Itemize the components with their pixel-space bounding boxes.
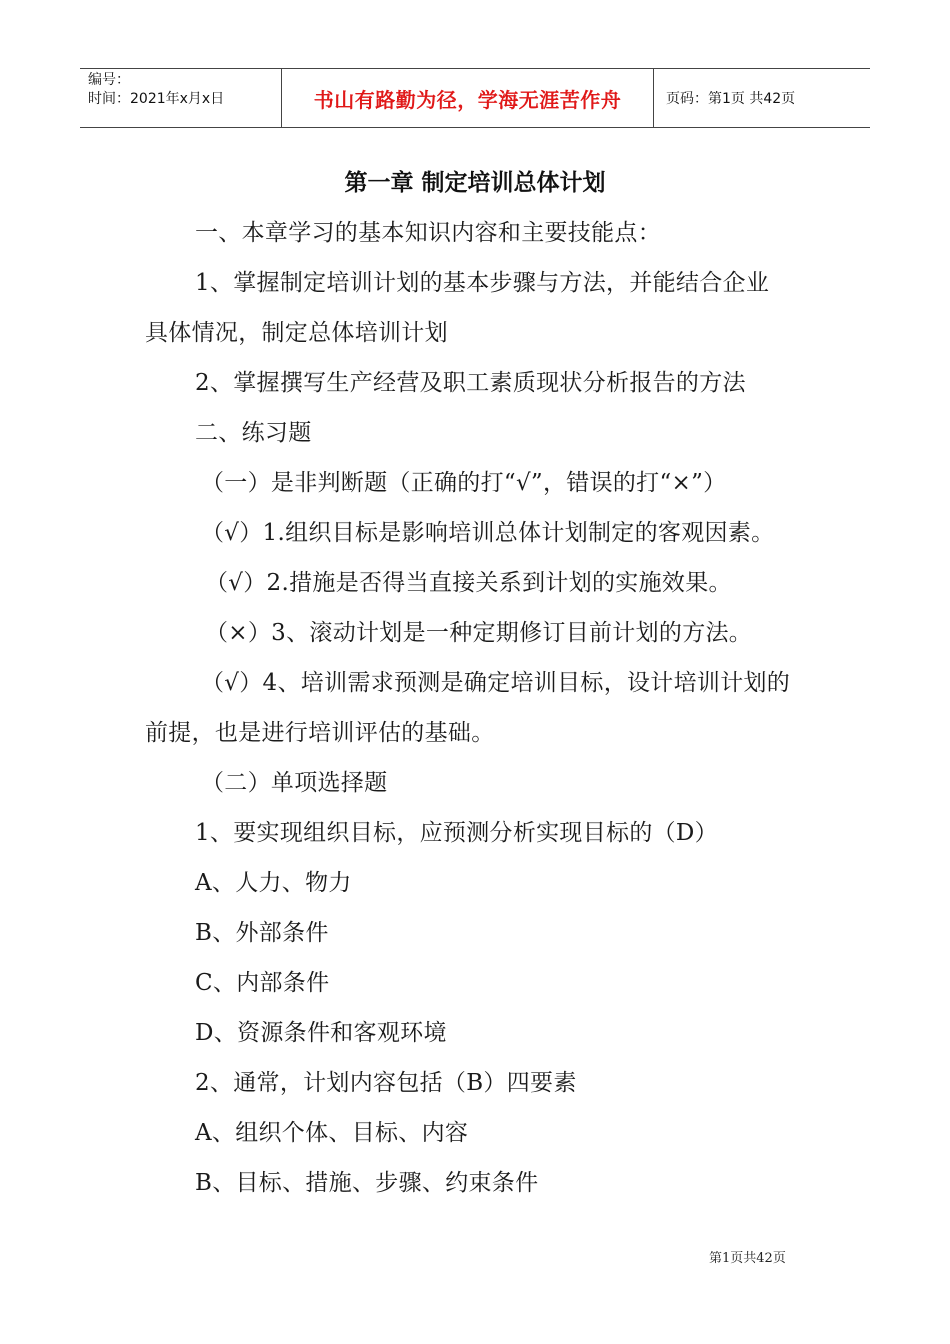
header-date-label: 时间：2021年x月x日 (88, 91, 225, 107)
subsection-heading: （一）是非判断题（正确的打“√”，错误的打“×”） (201, 470, 727, 496)
section-heading-2: 二、练习题 (195, 420, 312, 446)
header-number-label: 编号： (88, 72, 130, 88)
paragraph-line: 1、掌握制定培训计划的基本步骤与方法，并能结合企业 (195, 270, 770, 296)
option-item: A、组织个体、目标、内容 (195, 1120, 469, 1146)
option-item: D、资源条件和客观环境 (195, 1020, 447, 1046)
chapter-title: 第一章 制定培训总体计划 (344, 170, 606, 196)
subsection-heading: （二）单项选择题 (201, 770, 388, 796)
option-item: C、内部条件 (195, 970, 330, 996)
page-header (80, 68, 870, 128)
header-meta (80, 69, 282, 127)
paragraph-line: 前提，也是进行培训评估的基础。 (145, 720, 495, 746)
page-footer: 第1页共42页 (709, 1251, 786, 1266)
header-motto-text: 书山有路勤为径，学海无涯苦作舟 (313, 87, 622, 112)
option-item: B、外部条件 (195, 920, 329, 946)
question-item: 1、要实现组织目标，应预测分析实现目标的（D） (195, 820, 718, 846)
paragraph-line: 2、掌握撰写生产经营及职工素质现状分析报告的方法 (195, 370, 746, 396)
header-motto (282, 69, 654, 127)
question-item: （×）3、滚动计划是一种定期修订目前计划的方法。 (205, 620, 753, 646)
option-item: B、目标、措施、步骤、约束条件 (195, 1170, 539, 1196)
question-item: （√）4、培训需求预测是确定培训目标，设计培训计划的 (201, 670, 791, 696)
section-heading-1: 一、本章学习的基本知识内容和主要技能点： (195, 220, 661, 246)
option-item: A、人力、物力 (195, 870, 352, 896)
document-body (145, 208, 810, 1208)
question-item: （√）1.组织目标是影响培训总体计划制定的客观因素。 (201, 520, 775, 546)
question-item: 2、通常，计划内容包括（B）四要素 (195, 1070, 577, 1096)
header-page (654, 69, 870, 127)
question-item: （√）2.措施是否得当直接关系到计划的实施效果。 (205, 570, 732, 596)
paragraph-line: 具体情况，制定总体培训计划 (145, 320, 448, 346)
header-page-label: 页码：第1页 共42页 (666, 91, 796, 107)
